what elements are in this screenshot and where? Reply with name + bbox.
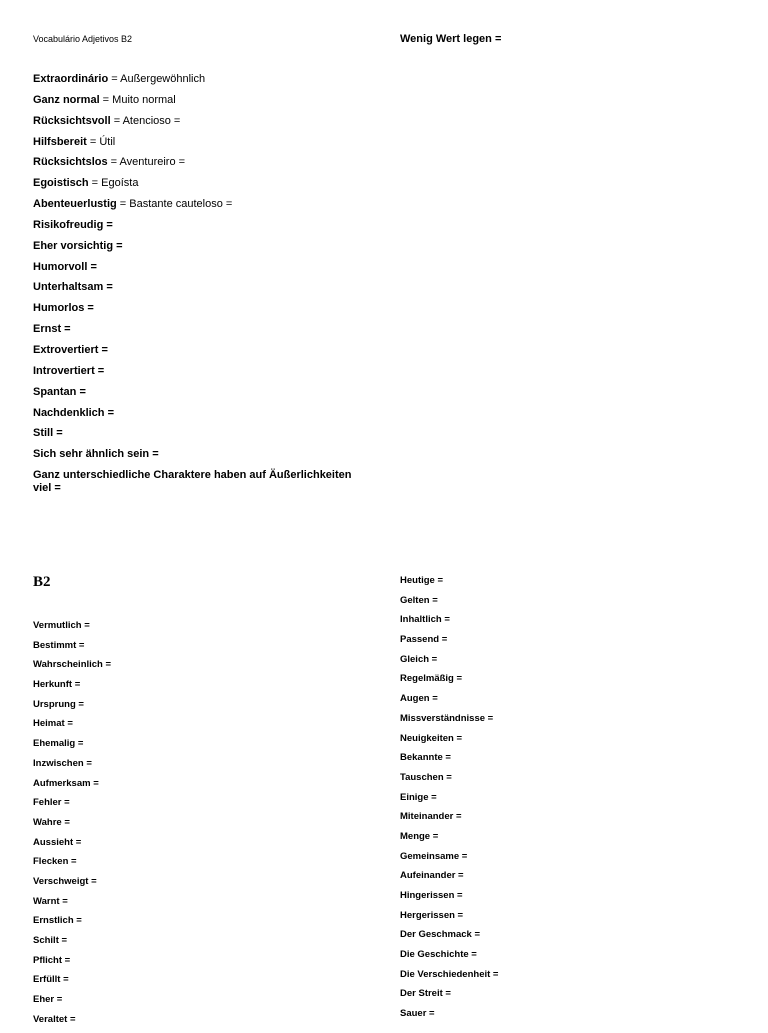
vocab-term: Ganz normal — [33, 93, 100, 106]
vocab-translation: = Útil — [86, 135, 116, 148]
word-item: Hingerissen = — [400, 890, 463, 901]
vocab-term: Humorlos = — [33, 302, 94, 315]
word-item: Aussieht = — [33, 836, 82, 848]
word-item: Sauer = — [400, 1008, 435, 1020]
vocab-item — [33, 73, 363, 86]
word-item: Ernstlich = — [33, 915, 82, 927]
word-item: Augen = — [400, 693, 438, 705]
word-item: Tauschen = — [400, 771, 452, 783]
word-item: Heimat = — [33, 718, 73, 730]
vocab-term: Rücksichtsvoll — [33, 114, 111, 127]
vocab-term: Risikofreudig = — [33, 218, 113, 231]
vocab-item — [33, 261, 363, 274]
vocab-term: Spantan = — [33, 385, 86, 398]
word-item: Eher = — [33, 994, 63, 1006]
vocab-term: Sich sehr ähnlich sein = — [33, 448, 159, 461]
vocab-item — [33, 302, 363, 315]
vocab-term: Extrovertiert = — [33, 343, 108, 356]
vocab-item — [33, 469, 363, 495]
word-item: Schilt = — [33, 935, 68, 946]
vocab-item — [33, 448, 363, 461]
vocab-term: Nachdenklich = — [33, 406, 115, 419]
vocab-item — [33, 344, 363, 357]
word-item: Einige = — [400, 791, 437, 803]
vocab-item — [33, 177, 363, 190]
word-item: Inzwischen = — [33, 757, 92, 769]
word-item: Aufmerksam = — [33, 777, 99, 789]
vocab-term: Unterhaltsam = — [33, 281, 113, 294]
word-item: Warnt = — [33, 895, 68, 907]
vocab-item — [33, 365, 363, 378]
word-item: Flecken = — [33, 856, 77, 868]
vocab-term: Egoistisch — [33, 177, 89, 190]
word-item: Gemeinsame = — [400, 850, 468, 862]
vocab-item — [33, 281, 363, 294]
word-item: Heutige = — [400, 575, 444, 586]
vocab-term: Hilfsbereit — [33, 135, 87, 148]
vocab-item — [33, 407, 363, 420]
vocab-item — [33, 323, 363, 336]
vocab-term: Extraordinário — [33, 73, 109, 85]
b2-left-word-list — [33, 620, 111, 1033]
word-item: Gleich = — [400, 653, 438, 665]
word-item: Veraltet = — [33, 1013, 76, 1025]
word-item: Vermutlich = — [33, 620, 90, 631]
vocab-translation: = Egoísta — [88, 177, 139, 190]
vocab-term: Eher vorsichtig = — [33, 239, 123, 252]
vocab-item — [33, 115, 363, 128]
vocab-term: Ganz unterschiedliche Charaktere haben auf Äußerlichkeiten viel = — [33, 469, 352, 495]
word-item: Pflicht = — [33, 954, 71, 966]
vocab-term: Abenteuerlustig — [33, 198, 117, 211]
word-item: Der Streit = — [400, 988, 451, 1000]
word-item: Ehemalig = — [33, 738, 84, 750]
vocab-translation: = Aventureiro = — [107, 156, 186, 169]
word-item: Neuigkeiten = — [400, 732, 463, 744]
word-item: Bekannte = — [400, 752, 451, 764]
vocab-item — [33, 136, 363, 149]
right-heading: Wenig Wert legen = — [400, 33, 502, 45]
word-item: Ursprung = — [33, 698, 84, 710]
word-item: Wahre = — [33, 816, 70, 828]
vocab-translation: = Außergewöhnlich — [108, 73, 206, 85]
word-item: Bestimmt = — [33, 639, 85, 651]
word-item: Menge = — [400, 830, 439, 842]
vocab-term: Still = — [33, 427, 63, 440]
vocab-item — [33, 156, 363, 169]
document-title: Vocabulário Adjetivos B2 — [33, 34, 133, 44]
vocab-translation: = Bastante cauteloso = — [116, 198, 233, 211]
vocab-term: Rücksichtslos — [33, 156, 108, 169]
word-item: Missverständnisse = — [400, 712, 494, 724]
word-item: Verschweigt = — [33, 875, 97, 887]
b2-heading: B2 — [33, 574, 51, 590]
vocab-item — [33, 219, 363, 232]
vocab-term: Introvertiert = — [33, 364, 105, 377]
adjective-vocab-list — [33, 73, 363, 503]
vocab-item — [33, 240, 363, 253]
word-item: Wahrscheinlich = — [33, 659, 112, 671]
word-item: Inhaltlich = — [400, 614, 450, 626]
b2-right-word-list — [400, 575, 498, 1028]
vocab-term: Ernst = — [33, 323, 71, 336]
word-item: Fehler = — [33, 797, 70, 809]
word-item: Erfüllt = — [33, 974, 69, 986]
word-item: Die Geschichte = — [400, 949, 477, 961]
word-item: Hergerissen = — [400, 909, 464, 921]
vocab-item — [33, 198, 363, 211]
word-item: Aufeinander = — [400, 870, 464, 882]
word-item: Regelmäßig = — [400, 673, 463, 685]
vocab-item — [33, 94, 363, 107]
vocab-translation: = Atencioso = — [110, 114, 181, 127]
vocab-item — [33, 427, 363, 440]
word-item: Die Verschiedenheit = — [400, 968, 499, 980]
vocab-term: Humorvoll = — [33, 260, 97, 273]
vocab-item — [33, 386, 363, 399]
word-item: Passend = — [400, 634, 448, 646]
word-item: Gelten = — [400, 594, 438, 606]
vocab-translation: = Muito normal — [99, 93, 176, 106]
word-item: Miteinander = — [400, 811, 462, 823]
word-item: Herkunft = — [33, 679, 81, 691]
word-item: Der Geschmack = — [400, 929, 481, 941]
